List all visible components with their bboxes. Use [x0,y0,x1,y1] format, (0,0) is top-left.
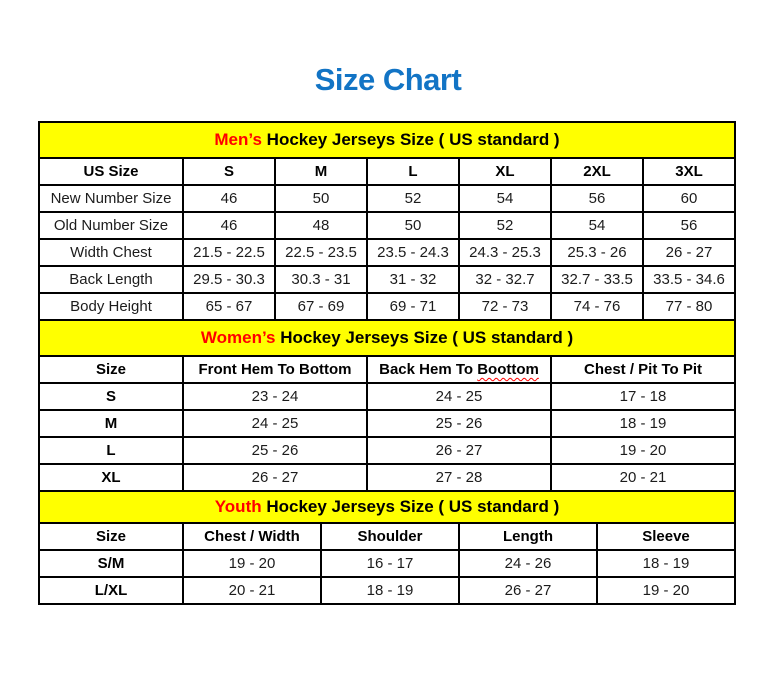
header-cell: Size [39,356,183,383]
womens-title-highlight: Women’s [200,328,276,347]
row-label: Width Chest [39,239,183,266]
value-cell: 24 - 25 [367,383,551,410]
value-cell: 18 - 19 [321,577,459,604]
value-cell: 74 - 76 [551,293,643,320]
value-cell: 17 - 18 [551,383,735,410]
value-cell: 22.5 - 23.5 [275,239,367,266]
header-cell: Front Hem To Bottom [183,356,367,383]
table-row [39,293,735,320]
value-cell: 24 - 26 [459,550,597,577]
value-cell: 18 - 19 [551,410,735,437]
value-cell: 77 - 80 [643,293,735,320]
womens-table-band [39,320,735,356]
value-cell: 26 - 27 [183,464,367,491]
back-hem-header-prefix: Back Hem To [379,361,474,378]
table-row [39,383,735,410]
page-title: Size Chart [314,62,462,97]
table-row [39,185,735,212]
header-cell: 3XL [643,158,735,185]
row-label: New Number Size [39,185,183,212]
size-chart-tables [38,121,734,605]
value-cell: 52 [459,212,551,239]
value-cell: 48 [275,212,367,239]
header-cell: Sleeve [597,523,735,550]
youth-size-table [38,490,736,605]
value-cell: 19 - 20 [183,550,321,577]
value-cell: 23.5 - 24.3 [367,239,459,266]
value-cell: 31 - 32 [367,266,459,293]
value-cell: 69 - 71 [367,293,459,320]
value-cell: 20 - 21 [551,464,735,491]
table-row [39,437,735,464]
back-hem-header-misspelled-word: Boottom [477,361,539,378]
value-cell: 32 - 32.7 [459,266,551,293]
mens-size-table [38,121,736,321]
header-cell: Chest / Width [183,523,321,550]
header-cell: Length [459,523,597,550]
youth-title-highlight: Youth [214,497,262,516]
value-cell: 24 - 25 [183,410,367,437]
header-cell: Chest / Pit To Pit [551,356,735,383]
value-cell: 29.5 - 30.3 [183,266,275,293]
header-cell: S [183,158,275,185]
row-label: S [39,383,183,410]
header-cell: Size [39,523,183,550]
youth-header-row [39,523,735,550]
row-label: S/M [39,550,183,577]
value-cell: 46 [183,212,275,239]
value-cell: 52 [367,185,459,212]
value-cell: 23 - 24 [183,383,367,410]
value-cell: 27 - 28 [367,464,551,491]
row-label: Body Height [39,293,183,320]
row-label: L [39,437,183,464]
value-cell: 26 - 27 [459,577,597,604]
womens-title-rest: Hockey Jerseys Size ( US standard ) [280,328,574,347]
row-label: Old Number Size [39,212,183,239]
value-cell: 18 - 19 [597,550,735,577]
table-row [39,239,735,266]
value-cell: 54 [551,212,643,239]
header-cell: M [275,158,367,185]
table-row [39,212,735,239]
value-cell: 19 - 20 [551,437,735,464]
table-row [39,266,735,293]
mens-table-title [39,122,735,158]
row-label: L/XL [39,577,183,604]
value-cell: 16 - 17 [321,550,459,577]
value-cell: 56 [643,212,735,239]
table-row [39,550,735,577]
header-cell: L [367,158,459,185]
youth-title-rest: Hockey Jerseys Size ( US standard ) [266,497,560,516]
table-row [39,410,735,437]
value-cell: 25 - 26 [367,410,551,437]
value-cell: 72 - 73 [459,293,551,320]
row-label: Back Length [39,266,183,293]
header-cell: XL [459,158,551,185]
value-cell: 25.3 - 26 [551,239,643,266]
value-cell: 60 [643,185,735,212]
row-label: XL [39,464,183,491]
header-cell: Shoulder [321,523,459,550]
womens-table-title [39,320,735,356]
table-row [39,464,735,491]
value-cell: 21.5 - 22.5 [183,239,275,266]
value-cell: 50 [367,212,459,239]
womens-header-row [39,356,735,383]
value-cell: 32.7 - 33.5 [551,266,643,293]
value-cell: 67 - 69 [275,293,367,320]
value-cell: 33.5 - 34.6 [643,266,735,293]
youth-table-band [39,491,735,523]
value-cell: 19 - 20 [597,577,735,604]
value-cell: 50 [275,185,367,212]
header-cell [367,356,551,383]
mens-title-rest: Hockey Jerseys Size ( US standard ) [266,130,560,149]
table-row [39,577,735,604]
value-cell: 54 [459,185,551,212]
value-cell: 26 - 27 [367,437,551,464]
value-cell: 25 - 26 [183,437,367,464]
header-cell: 2XL [551,158,643,185]
row-label: M [39,410,183,437]
value-cell: 56 [551,185,643,212]
value-cell: 46 [183,185,275,212]
header-cell: US Size [39,158,183,185]
value-cell: 20 - 21 [183,577,321,604]
value-cell: 65 - 67 [183,293,275,320]
mens-title-highlight: Men’s [214,130,262,149]
value-cell: 30.3 - 31 [275,266,367,293]
mens-header-row [39,158,735,185]
womens-size-table [38,319,736,492]
value-cell: 26 - 27 [643,239,735,266]
mens-table-band [39,122,735,158]
value-cell: 24.3 - 25.3 [459,239,551,266]
youth-table-title [39,491,735,523]
